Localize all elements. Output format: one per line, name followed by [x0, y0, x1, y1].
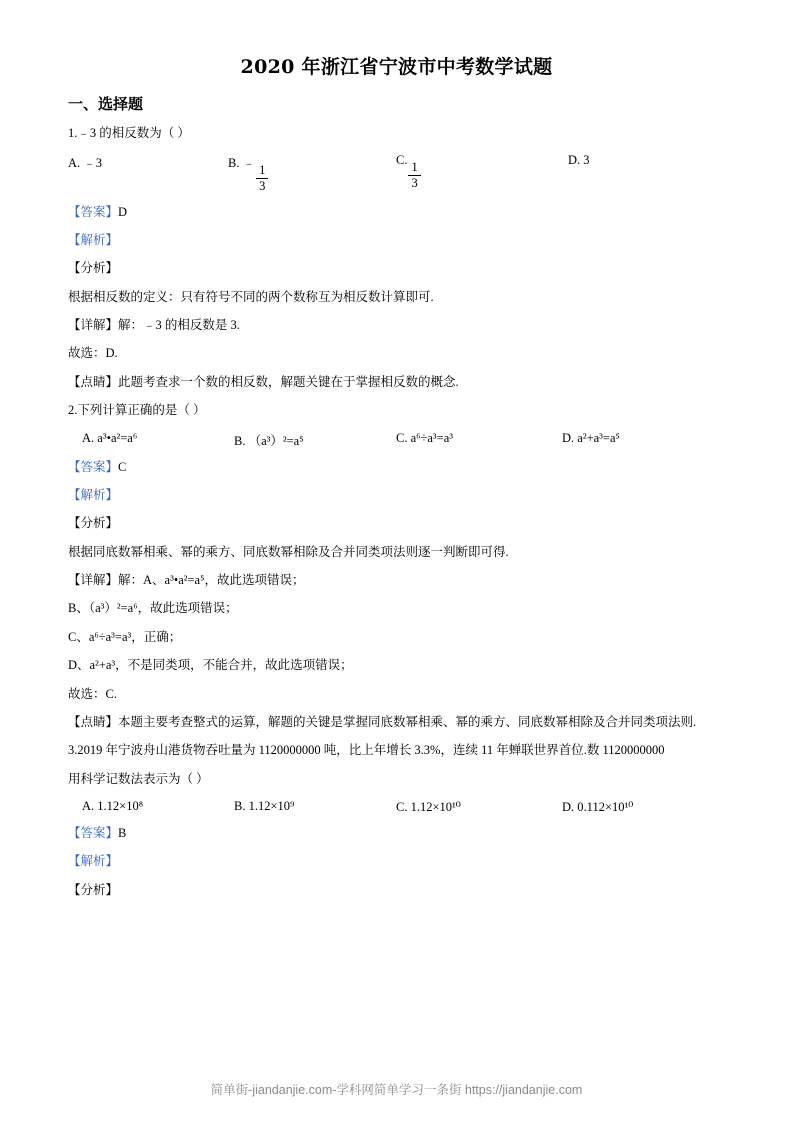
page-footer: 简单街-jiandanjie.com-学科网简单学习一条街 https://jiandanjie.com: [210, 1083, 583, 1097]
analysis-label: 【解析】: [68, 232, 119, 247]
question-1-options: [68, 153, 725, 193]
answer-label: 【答案】: [68, 204, 119, 219]
answer-label: 【答案】: [68, 459, 119, 474]
question-3-fenxi-tag: [68, 881, 725, 900]
option-c[interactable]: [396, 153, 568, 190]
question-2-options: [68, 431, 725, 449]
question-3-analysis-tag: [68, 852, 725, 871]
question-2-choose: 故选：C.: [68, 686, 117, 701]
dianjing-text: 此题考查求一个数的相反数，解题关键在于掌握相反数的概念.: [118, 374, 459, 389]
question-2-detail-0: [68, 571, 725, 590]
question-3-answer: [68, 824, 725, 843]
xiangjie-label: 【详解】: [68, 573, 119, 587]
question-3-options: [68, 799, 725, 815]
question-2-analysis-tag: [68, 486, 725, 505]
question-2-dianjing: [68, 713, 725, 732]
xiangjie-label: 【详解】: [68, 318, 119, 332]
answer-value: B: [118, 826, 127, 840]
xiangjie-text: 解：﹣3 的相反数是 3.: [118, 318, 240, 332]
fenxi-label: 【分析】: [68, 882, 119, 897]
fenxi-label: 【分析】: [68, 261, 119, 276]
question-1-xiangjie: [68, 316, 725, 335]
option-d[interactable]: D. 0.112×10¹⁰: [562, 800, 634, 814]
option-c[interactable]: C. 1.12×10¹⁰: [396, 800, 461, 814]
option-c-prefix: C.: [396, 153, 408, 168]
dianjing-label: 【点睛】: [68, 714, 119, 729]
answer-value: C: [118, 459, 127, 474]
question-1-answer: [68, 203, 725, 222]
question-1-stem: 1.﹣3 的相反数为（ ）: [68, 126, 190, 140]
fraction-one-third: $\frac{1}{3}$: [408, 161, 420, 190]
question-1-fenxi-text: 根据相反数的定义：只有符号不同的两个数称互为相反数计算即可.: [68, 289, 434, 304]
option-c[interactable]: C. a⁶÷a³=a³: [396, 430, 453, 445]
question-1-analysis-tag: [68, 231, 725, 250]
dianjing-text: 本题主要考查整式的运算，解题的关键是掌握同底数幂相乘、幂的乘方、同底数幂相除及合并同类项法则.: [118, 714, 697, 729]
question-3-stem-line1: 3.2019 年宁波舟山港货物吞吐量为 1120000000 吨，比上年增长 3.3%，连续 11 年蝉联世界首位.数 1120000000: [68, 743, 665, 758]
question-2-detail-3: D、a²+a³，不是同类项，不能合并，故此选项错误；: [68, 658, 353, 673]
question-2-fenxi-tag: [68, 514, 725, 533]
question-2-detail-1: B、（a³）²=a⁶，故此选项错误；: [68, 601, 238, 616]
option-b[interactable]: B. （a³）²=a⁵: [234, 433, 304, 448]
answer-value: D: [118, 204, 128, 219]
question-1-dianjing: [68, 373, 725, 392]
option-b[interactable]: [228, 153, 396, 193]
question-1-fenxi-tag: [68, 259, 725, 278]
question-2-answer: [68, 458, 725, 477]
option-a[interactable]: A. 1.12×10⁸: [82, 799, 144, 813]
question-1-choose: 故选：D.: [68, 346, 118, 361]
fenxi-label: 【分析】: [68, 516, 119, 531]
option-a[interactable]: A. ﹣3: [68, 156, 103, 171]
option-d[interactable]: D. a²+a³=a⁵: [562, 430, 620, 445]
question-2-detail-2: C、a⁶÷a³=a³，正确；: [68, 629, 182, 644]
option-b[interactable]: B. 1.12×10⁹: [234, 799, 295, 813]
fraction-one-third: $\frac{1}{3}$: [256, 164, 268, 193]
option-d[interactable]: D. 3: [568, 153, 590, 168]
option-b-prefix: B. ﹣: [228, 156, 256, 171]
section-heading: 一、选择题: [68, 95, 144, 113]
answer-label: 【答案】: [68, 826, 119, 840]
analysis-label: 【解析】: [68, 487, 119, 502]
question-2-fenxi-text: 根据同底数幂相乘、幂的乘方、同底数幂相除及合并同类项法则逐一判断即可得.: [68, 544, 509, 559]
question-2-stem: 2.下列计算正确的是（ ）: [68, 403, 206, 418]
analysis-label: 【解析】: [68, 854, 119, 869]
question-3-stem-line2: 用科学记数法表示为（ ）: [68, 771, 209, 786]
detail-text: 解：A、a³•a²=a⁵，故此选项错误；: [118, 573, 305, 587]
page-title: 2020 年浙江省宁波市中考数学试题: [240, 56, 553, 78]
dianjing-label: 【点睛】: [68, 374, 119, 389]
option-a[interactable]: A. a³•a²=a⁶: [82, 430, 138, 445]
